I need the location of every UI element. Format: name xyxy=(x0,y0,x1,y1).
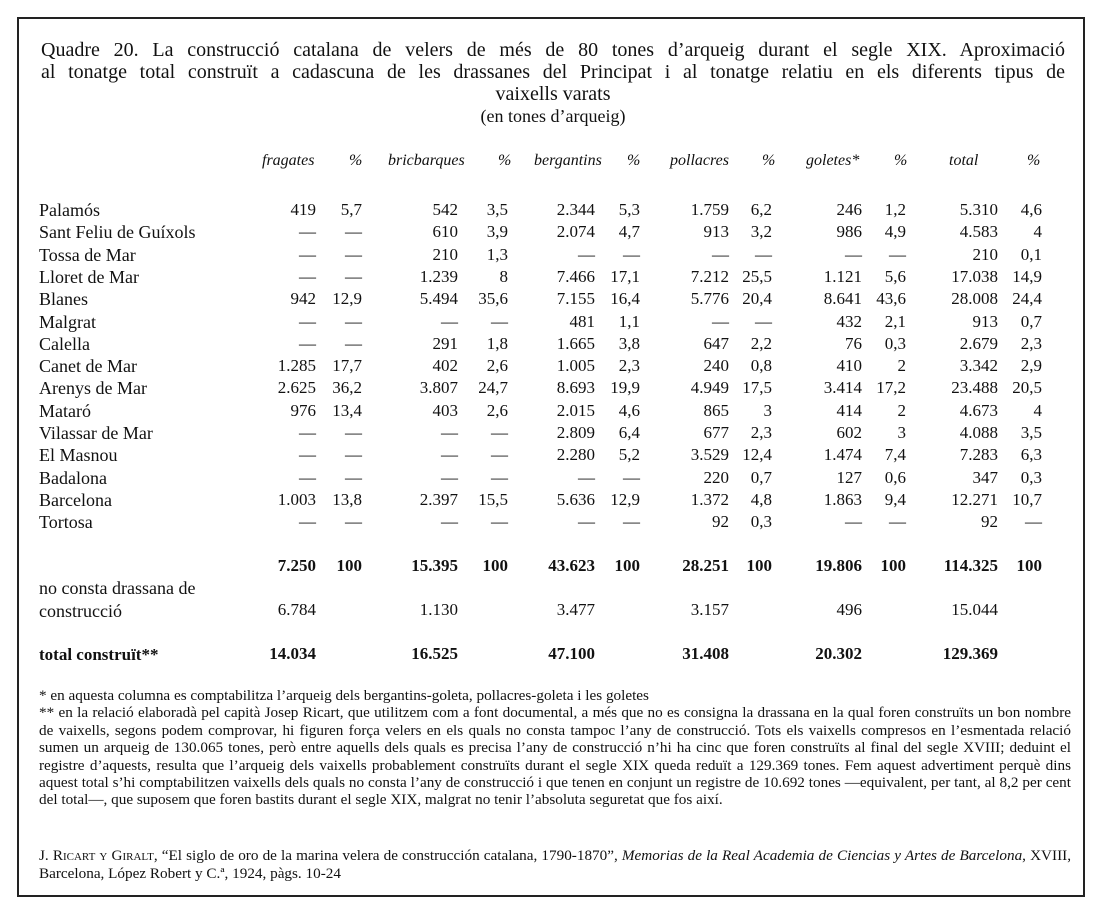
table-cell: 100 xyxy=(880,556,906,575)
table-cell: 913 xyxy=(703,222,729,242)
table-cell: 0,6 xyxy=(884,467,906,487)
table-cell: 5.494 xyxy=(419,289,458,309)
table-cell: 114.325 xyxy=(943,556,998,575)
table-cell: 1.372 xyxy=(690,489,729,509)
table-cell: 2,1 xyxy=(884,311,906,331)
table-cell: 4.673 xyxy=(959,400,998,420)
table-cell: 3.807 xyxy=(419,378,458,398)
table-cell: 17,7 xyxy=(332,356,362,376)
table-cell: 92 xyxy=(981,512,998,532)
table-cell: 15,5 xyxy=(478,489,508,509)
column-header: % xyxy=(894,152,908,169)
column-header: bricbarques xyxy=(388,152,465,169)
table-cell: 4.583 xyxy=(959,222,998,242)
table-frame xyxy=(17,17,1085,897)
table-cell: 17,2 xyxy=(876,378,906,398)
table-cell: 3,5 xyxy=(1020,423,1042,442)
source-text-2: , XVIII, Barcelona, López Robert y C.ª, 1924, pàgs. 10-24 xyxy=(39,847,1071,882)
table-cell: — xyxy=(441,445,458,465)
table-cell: — xyxy=(712,244,729,264)
title-line-3: vaixells varats xyxy=(495,83,611,105)
table-cell: 2.074 xyxy=(556,222,595,242)
table-cell: 3.157 xyxy=(690,600,729,619)
column-header: % xyxy=(349,152,363,169)
table-cell: 496 xyxy=(836,600,862,619)
table-cell: — xyxy=(299,512,316,532)
table-cell: 2.015 xyxy=(556,400,595,420)
table-cell: 100 xyxy=(482,556,508,575)
table-cell: 1,1 xyxy=(618,311,640,331)
table-cell: — xyxy=(845,244,862,264)
table-cell: 1.130 xyxy=(419,600,458,619)
table-cell: 4,7 xyxy=(618,222,640,242)
table-cell: 100 xyxy=(336,556,362,575)
table-cell: 4 xyxy=(1033,400,1042,420)
title-line-1: Quadre 20. La construcció catalana de velers de més de 80 tones d’arqueig durant el segle XIX. Aproximació xyxy=(41,39,1065,61)
row-label: Calella xyxy=(39,333,90,354)
table-cell: 347 xyxy=(972,467,998,487)
table-cell: — xyxy=(345,467,362,487)
table-cell: — xyxy=(345,311,362,331)
column-header: total xyxy=(949,152,979,169)
table-cell: 4,6 xyxy=(1020,200,1042,219)
table-cell: 0,7 xyxy=(750,467,772,487)
table-cell: 0,7 xyxy=(1020,311,1042,331)
table-cell: — xyxy=(299,311,316,331)
table-cell: — xyxy=(345,423,362,442)
table-cell: 3,8 xyxy=(618,333,640,353)
table-cell: 610 xyxy=(432,222,458,242)
table-cell: — xyxy=(889,244,906,264)
table-cell: 5.636 xyxy=(556,489,595,509)
row-label: Barcelona xyxy=(39,489,112,510)
table-cell: — xyxy=(345,445,362,465)
column-header: fragates xyxy=(262,152,315,169)
table-cell: 7,4 xyxy=(884,445,906,465)
row-label: Palamós xyxy=(39,200,100,220)
table-cell: 5.310 xyxy=(959,200,998,219)
table-cell: 14,9 xyxy=(1012,266,1042,286)
table-cell: 2.625 xyxy=(277,378,316,398)
table-cell: 2 xyxy=(897,400,906,420)
table-cell: 28.008 xyxy=(951,289,998,309)
table-cell: — xyxy=(889,512,906,532)
table-cell: 4.088 xyxy=(959,423,998,442)
table-cell: 76 xyxy=(845,333,862,353)
table-cell: 1,2 xyxy=(884,200,906,219)
table-cell: 43,6 xyxy=(876,289,906,309)
table-cell: 16.525 xyxy=(411,644,458,663)
row-label: Blanes xyxy=(39,289,88,310)
table-cell: — xyxy=(623,512,640,532)
table-cell: 2,9 xyxy=(1020,356,1042,376)
table-cell: 31.408 xyxy=(682,644,729,663)
table-cell: 432 xyxy=(836,311,862,331)
table-cell: 1.285 xyxy=(277,356,316,376)
table-cell: 12,4 xyxy=(742,445,772,465)
table-cell: 17,5 xyxy=(742,378,772,398)
footnotes xyxy=(39,687,1071,809)
table-cell: — xyxy=(578,512,595,532)
table-cell: — xyxy=(299,333,316,353)
table-cell: 942 xyxy=(290,289,316,309)
table-cell: 4 xyxy=(1033,222,1042,242)
table-cell: 127 xyxy=(836,467,862,487)
table-cell: — xyxy=(345,244,362,264)
table-cell: 3 xyxy=(763,400,772,420)
row-label: Sant Feliu de Guíxols xyxy=(39,222,196,243)
table-cell: 1,8 xyxy=(486,333,508,353)
table-cell: — xyxy=(578,467,595,487)
table-cell: — xyxy=(299,266,316,286)
table-cell: 2.397 xyxy=(419,489,458,509)
table-cell: 6,2 xyxy=(750,200,772,219)
table-cell: — xyxy=(491,467,508,487)
row-label: Arenys de Mar xyxy=(39,378,147,399)
column-header: % xyxy=(627,152,641,169)
table-cell: 47.100 xyxy=(548,644,595,663)
table-cell: 3.477 xyxy=(556,600,595,619)
table-cell: 2,3 xyxy=(750,423,772,442)
table-cell: — xyxy=(712,311,729,331)
row-label: no consta drassana de xyxy=(39,578,196,598)
table-cell: 2.679 xyxy=(959,333,998,353)
table-title xyxy=(19,39,1087,127)
table-cell: 647 xyxy=(703,333,729,353)
table-cell: 9,4 xyxy=(884,489,906,509)
table-cell: 210 xyxy=(432,244,458,264)
column-header: pollacres xyxy=(670,152,729,169)
table-cell: 2,3 xyxy=(618,356,640,376)
table-cell: 100 xyxy=(614,556,640,575)
table-cell: — xyxy=(299,445,316,465)
table-cell: 16,4 xyxy=(610,289,640,309)
table-cell: 2.280 xyxy=(556,445,595,465)
table-cell: 602 xyxy=(836,423,862,442)
table-cell: 291 xyxy=(432,333,458,353)
table-cell: 2,6 xyxy=(486,356,508,376)
source-text-1: , “El siglo de oro de la marina velera de construcción catalana, 1790-1870”, xyxy=(153,847,622,864)
table-cell: — xyxy=(491,512,508,532)
table-cell: 2.809 xyxy=(556,423,595,442)
table-cell: 4,8 xyxy=(750,489,772,509)
table-cell: 1.005 xyxy=(556,356,595,376)
table-cell: 6,3 xyxy=(1020,445,1042,465)
table-cell: — xyxy=(345,333,362,353)
table-cell: 43.623 xyxy=(548,556,595,575)
table-cell: — xyxy=(441,467,458,487)
table-cell: 2,2 xyxy=(750,333,772,353)
table-cell: 0,3 xyxy=(1020,467,1042,487)
table-cell: — xyxy=(441,423,458,442)
table-cell: 5,7 xyxy=(340,200,362,219)
table-cell: 19.806 xyxy=(815,556,862,575)
table-cell: 5,2 xyxy=(618,445,640,465)
table-cell: 23.488 xyxy=(951,378,998,398)
table-cell: 410 xyxy=(836,356,862,376)
table-cell: 5.776 xyxy=(690,289,729,309)
row-label: Tossa de Mar xyxy=(39,244,136,265)
table-cell: 3,5 xyxy=(486,200,508,219)
table-cell: 17,1 xyxy=(610,266,640,286)
table-cell: — xyxy=(1025,512,1042,532)
row-label: Mataró xyxy=(39,400,91,421)
table-cell: 7.212 xyxy=(690,266,729,286)
column-header: % xyxy=(498,152,512,169)
table-cell: 36,2 xyxy=(332,378,362,398)
row-label: Lloret de Mar xyxy=(39,266,139,287)
table-cell: 220 xyxy=(703,467,729,487)
footnote-1: * en aquesta columna es comptabilitza l’arqueig dels bergantins-goleta, pollacres-goleta i les goletes xyxy=(39,687,649,704)
table-cell: — xyxy=(441,311,458,331)
table-cell: 17.038 xyxy=(951,266,998,286)
table-cell: 25,5 xyxy=(742,266,772,286)
table-cell: 3,2 xyxy=(750,222,772,242)
table-cell: 0,3 xyxy=(750,512,772,532)
table-cell: 677 xyxy=(703,423,729,442)
table-cell: 1.121 xyxy=(823,266,862,286)
table-cell: 3.414 xyxy=(823,378,862,398)
table-cell: 4,6 xyxy=(618,400,640,420)
footnote-2: ** en la relació elaboradà pel capità Josep Ricart, que utilitzem com a font documental, a més que no es consigna la drassana en la qual foren construïts un bon nombre de vaixells, segons podem comprovar, hi figuren força velers en els quals no consta tampoc l’any de construcció. Tots els vaixells compresos en l’esmentada relació sumen un arqueig de 130.065 tones, però entre aquells dels quals es precisa l’any de construcció n’hi ha cinc que foren construïts al final del segle XVIII; deduint el registre d’aquests, resulta que l’arqueig dels vaixells probablement construïts durant el segle XIX queda reduït a 129.369 tones. Fem aquest advertiment perquè dins aquest total s’hi comptabilitzen vaixells dels quals no consta l’any de construcció i que tenen en conjunt un registre de 10.692 tones —equivalent, per tant, al 8,2 per cent del total—, que suposem que foren bastits durant el segle XIX, malgrat no tenir l’absoluta seguretat que fos així. xyxy=(39,704,1071,809)
table-cell: — xyxy=(491,423,508,442)
title-unit: (en tones d’arqueig) xyxy=(480,106,626,126)
table-cell: 3.529 xyxy=(690,445,729,465)
table-cell: 13,8 xyxy=(332,489,362,509)
source-author: J. Ricart y Giralt xyxy=(39,847,154,864)
table-cell: 6,4 xyxy=(618,423,640,442)
table-cell: 15.395 xyxy=(411,556,458,575)
table-cell: 6.784 xyxy=(277,600,316,619)
row-label: Vilassar de Mar xyxy=(39,423,153,443)
row-label: Badalona xyxy=(39,467,107,488)
row-label: Canet de Mar xyxy=(39,356,137,377)
table-cell: 7.466 xyxy=(556,266,595,286)
table-cell: 1.863 xyxy=(823,489,862,509)
table-cell: 210 xyxy=(972,244,998,264)
table-cell: 1.665 xyxy=(556,333,595,353)
table-cell: 2 xyxy=(897,356,906,376)
table-cell: 986 xyxy=(836,222,862,242)
column-header: bergantins xyxy=(534,152,602,169)
table-cell: 10,7 xyxy=(1012,489,1042,509)
table-cell: — xyxy=(845,512,862,532)
table-cell: 2,3 xyxy=(1020,333,1042,353)
table-cell: 414 xyxy=(836,400,862,420)
table-cell: — xyxy=(755,244,772,264)
table-cell: — xyxy=(299,423,316,442)
table-cell: 865 xyxy=(703,400,729,420)
table-cell: 913 xyxy=(972,311,998,331)
row-label: El Masnou xyxy=(39,445,118,466)
table-cell: 2,6 xyxy=(486,400,508,420)
source-citation xyxy=(39,847,1071,883)
table-cell: — xyxy=(755,311,772,331)
table-cell: 4,9 xyxy=(884,222,906,242)
table-cell: — xyxy=(345,512,362,532)
table-cell: — xyxy=(623,467,640,487)
table-cell: 35,6 xyxy=(478,289,508,309)
table-cell: 24,4 xyxy=(1012,289,1042,309)
source-journal: Memorias de la Real Academia de Ciencias y Artes de Barcelona xyxy=(621,847,1023,864)
table-cell: — xyxy=(299,467,316,487)
table-cell: 402 xyxy=(432,356,458,376)
row-label: Malgrat xyxy=(39,311,96,332)
table-cell: — xyxy=(623,244,640,264)
table-cell: 129.369 xyxy=(942,644,998,663)
table-cell: 3,9 xyxy=(486,222,508,242)
table-cell: — xyxy=(299,244,316,264)
table-cell: 7.283 xyxy=(959,445,998,465)
table-cell: 976 xyxy=(290,400,316,420)
table-cell: 1.474 xyxy=(823,445,862,465)
table-cell: 92 xyxy=(712,512,729,532)
table-cell: 19,9 xyxy=(610,378,640,398)
row-label: total construït** xyxy=(39,645,159,664)
table-cell: 7.155 xyxy=(556,289,595,309)
table-cell: 15.044 xyxy=(951,600,998,619)
table-cell: — xyxy=(299,222,316,242)
table-cell: 20,5 xyxy=(1012,378,1042,398)
table-cell: 8 xyxy=(499,266,508,286)
table-cell: 8.693 xyxy=(556,378,595,398)
table-cell: 403 xyxy=(432,400,458,420)
table-cell: 24,7 xyxy=(478,378,508,398)
table-cell: 1.239 xyxy=(419,266,458,286)
table-cell: 100 xyxy=(746,556,772,575)
table-cell: 3.342 xyxy=(959,356,998,376)
table-cell: — xyxy=(491,445,508,465)
table-cell: — xyxy=(491,311,508,331)
column-header: % xyxy=(1027,152,1041,169)
column-header: goletes* xyxy=(806,152,860,169)
table-cell: 246 xyxy=(836,200,862,219)
table-cell: 0,3 xyxy=(884,333,906,353)
table-cell: 20,4 xyxy=(742,289,772,309)
table-cell: 4.949 xyxy=(690,378,729,398)
table-cell: 14.034 xyxy=(269,644,316,663)
table-cell: 5,3 xyxy=(618,200,640,219)
table-cell: 1.759 xyxy=(690,200,729,219)
row-label: construcció xyxy=(39,601,122,621)
table-cell: 5,6 xyxy=(884,266,906,286)
table-cell: 0,8 xyxy=(750,356,772,376)
table-cell: — xyxy=(578,244,595,264)
table-cell: 12.271 xyxy=(951,489,998,509)
table-cell: 0,1 xyxy=(1020,244,1042,264)
table-cell: 1,3 xyxy=(486,244,508,264)
table-cell: — xyxy=(345,266,362,286)
table-cell: 481 xyxy=(569,311,595,331)
table-cell: 2.344 xyxy=(556,200,595,219)
table-cell: 13,4 xyxy=(332,400,362,420)
title-line-2: al tonatge total construït a cadascuna de les drassanes del Principat i al tonatge relatiu en els diferents tipus de xyxy=(41,61,1065,83)
table-cell: 542 xyxy=(432,200,458,219)
table-cell: — xyxy=(345,222,362,242)
table-cell: 7.250 xyxy=(277,556,316,575)
table-cell: — xyxy=(441,512,458,532)
table-cell: 240 xyxy=(703,356,729,376)
table-cell: 100 xyxy=(1016,556,1042,575)
column-header: % xyxy=(762,152,776,169)
table-cell: 1.003 xyxy=(277,489,316,509)
row-label: Tortosa xyxy=(39,512,93,533)
table-cell: 3 xyxy=(897,423,906,442)
table-cell: 12,9 xyxy=(610,489,640,509)
table-cell: 20.302 xyxy=(815,644,862,663)
table-cell: 28.251 xyxy=(682,556,729,575)
table-cell: 419 xyxy=(290,200,316,219)
table-cell: 8.641 xyxy=(823,289,862,309)
table-cell: 12,9 xyxy=(332,289,362,309)
